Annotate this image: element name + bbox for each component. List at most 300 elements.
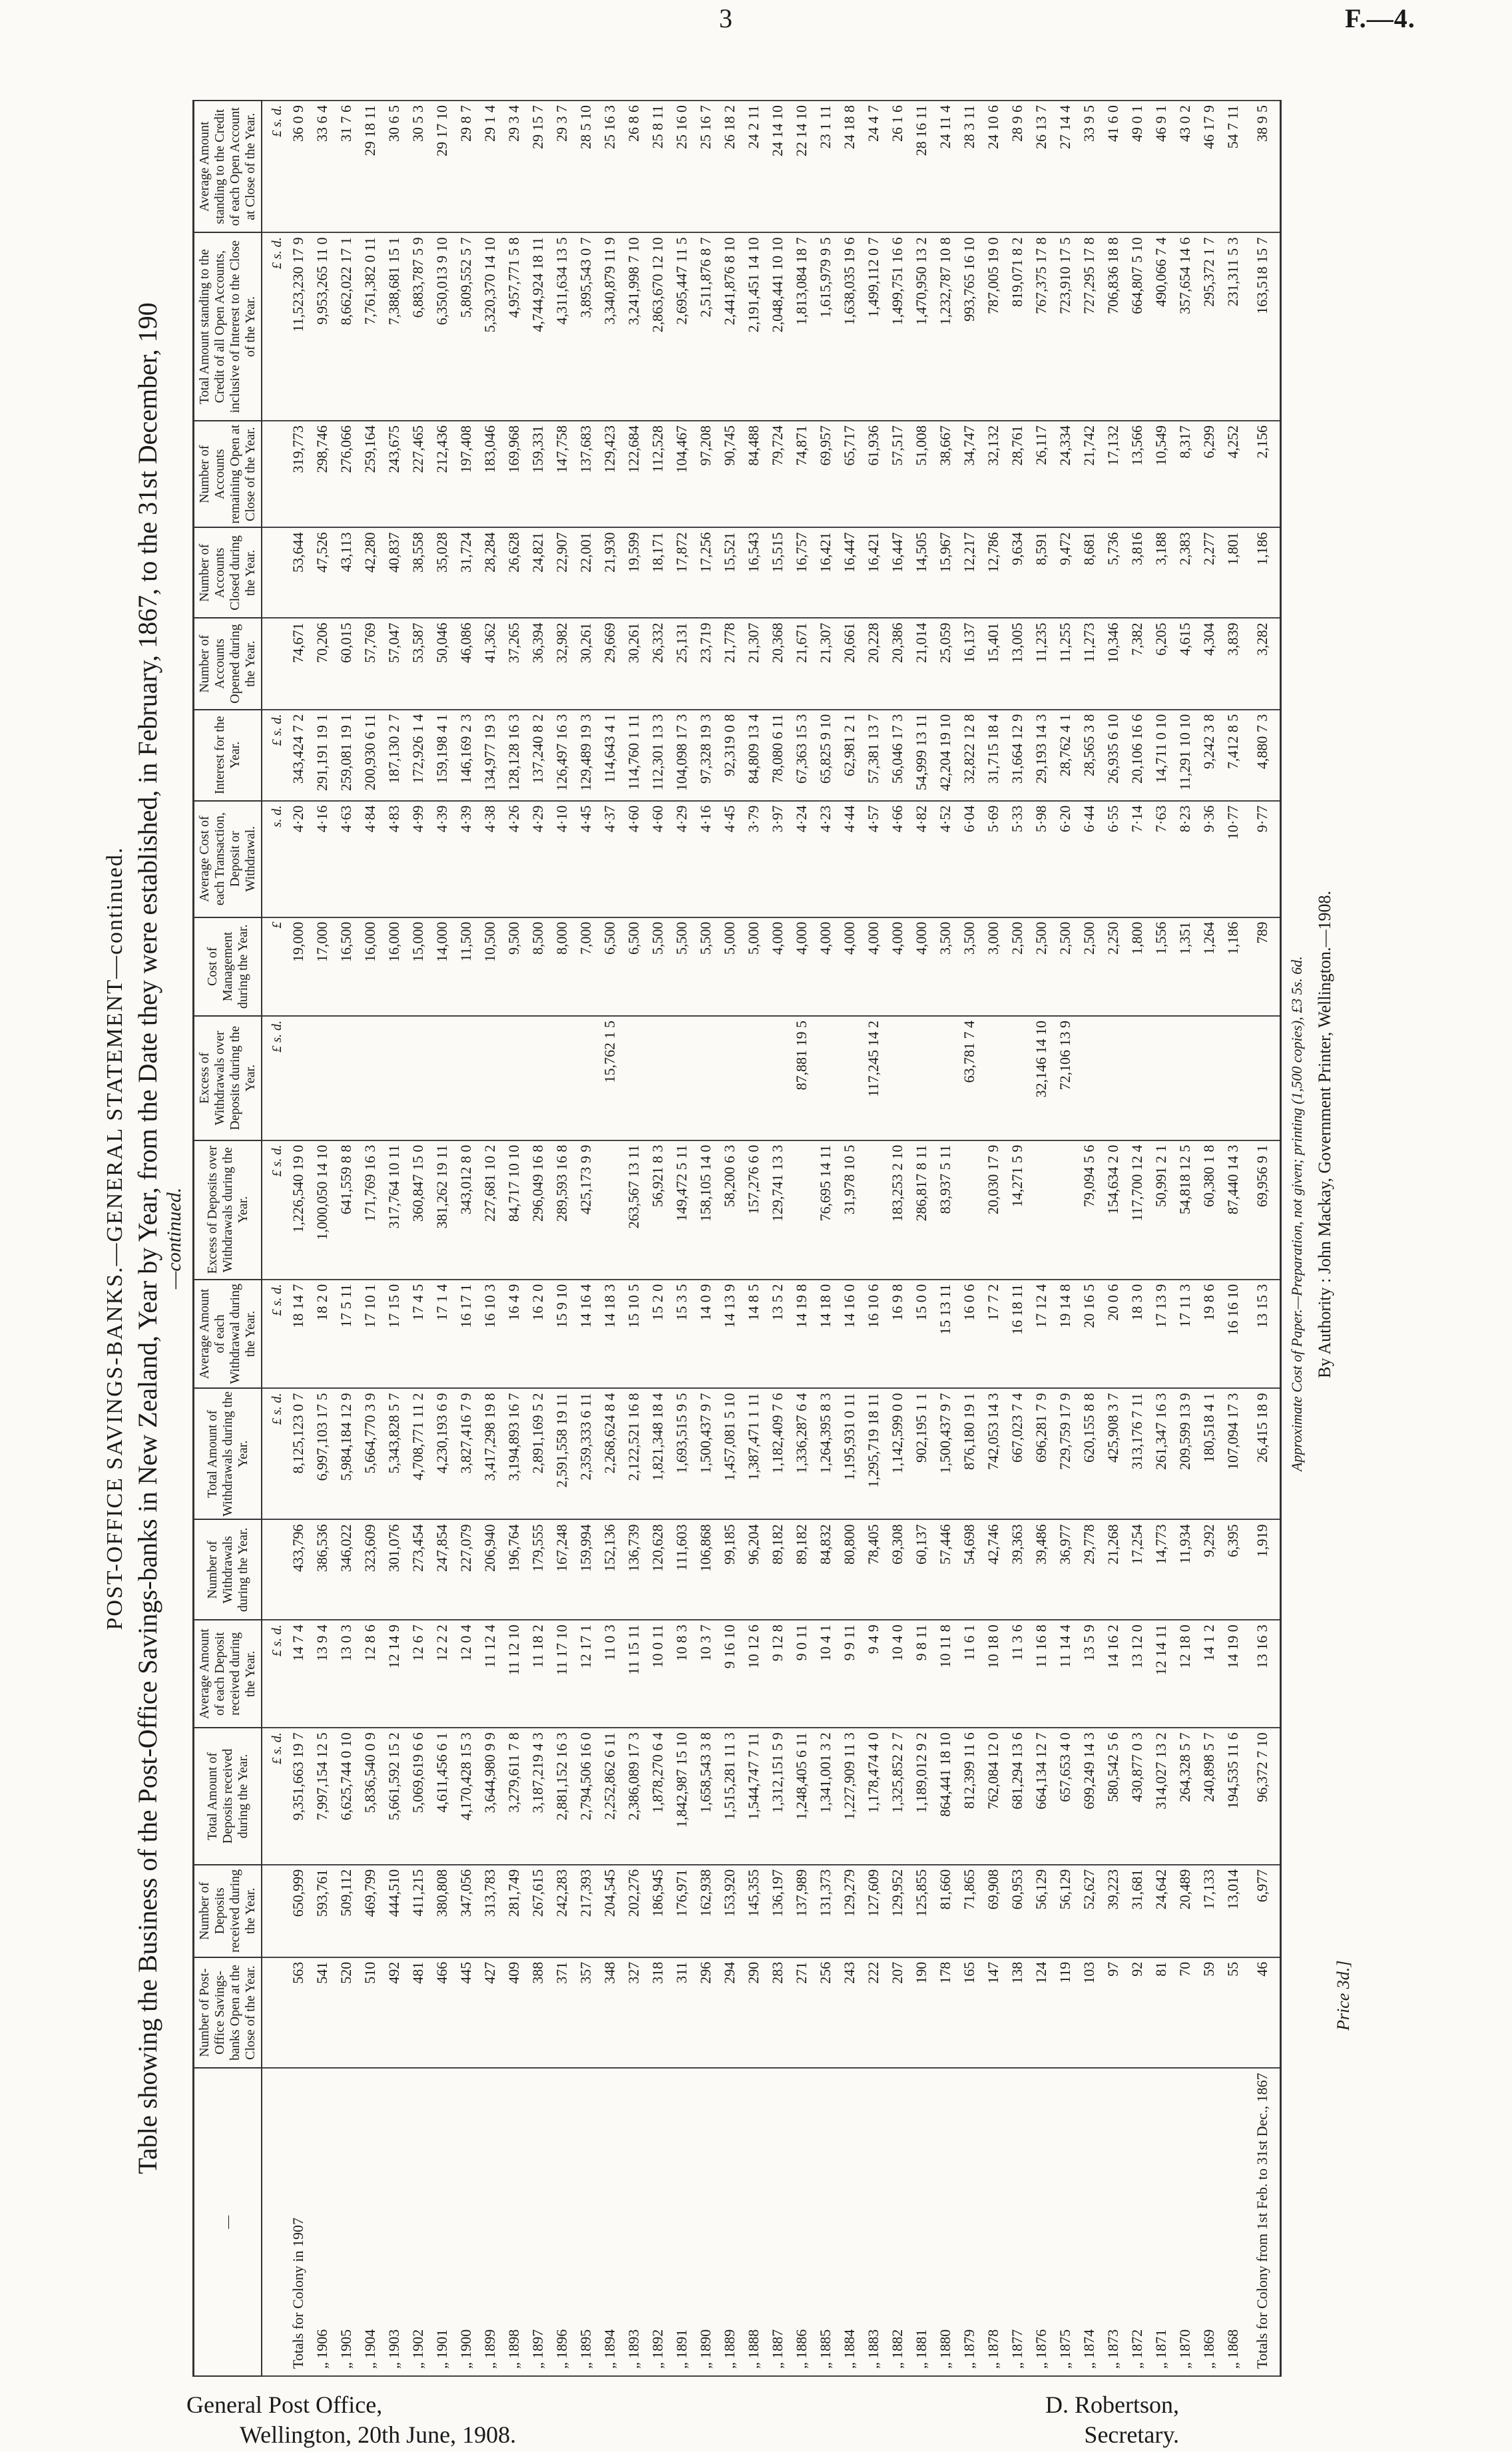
table-cell: 54 7 11 [1221, 101, 1245, 232]
table-cell: 411,215 [406, 1865, 430, 1957]
table-cell: 25 8 11 [646, 101, 670, 232]
table-cell: 17 15 0 [382, 1280, 406, 1389]
table-cell: 28,762 4 1 [1053, 710, 1077, 801]
table-cell: 706,836 18 8 [1101, 232, 1125, 421]
table-cell: 3,417,298 19 8 [478, 1388, 502, 1519]
table-cell: 74,671 [286, 618, 310, 709]
table-cell: 16,421 [814, 527, 838, 618]
table-cell: 30 6 5 [382, 101, 406, 232]
table-cell: 15,762 1 5 [598, 1016, 622, 1140]
table-cell: 36,977 [1053, 1519, 1077, 1620]
unit-cell: £ s. d. [262, 710, 286, 801]
table-cell: 348 [598, 1957, 622, 2069]
table-cell: 92 [1125, 1957, 1149, 2069]
header-row [194, 101, 262, 2376]
table-cell: 427 [478, 1957, 502, 2069]
unit-cell: s. d. [262, 801, 286, 917]
table-cell: 4,611,456 6 1 [430, 1728, 454, 1865]
table-cell: 99,185 [718, 1519, 742, 1620]
table-cell: 14 7 4 [286, 1620, 310, 1728]
table-cell: 96,204 [742, 1519, 766, 1620]
table-cell: 1,325,852 2 7 [885, 1728, 909, 1865]
table-cell: 15 0 0 [909, 1280, 933, 1389]
table-cell: 16 17 1 [454, 1280, 478, 1389]
table-cell: 122,684 [622, 421, 646, 528]
table-cell: 24,821 [526, 527, 550, 618]
table-row [406, 101, 430, 2376]
table-cell: 5,000 [742, 917, 766, 1016]
table-cell: 145,355 [742, 1865, 766, 1957]
column-header: Total Amount standing to the Credit of all Open Accounts, inclusive of Interest to the Close of the Year. [194, 232, 262, 421]
table-cell: 11 16 8 [1029, 1620, 1053, 1728]
table-cell: 10,500 [478, 917, 502, 1016]
table-cell: 24,642 [1149, 1865, 1173, 1957]
table-cell: 149,472 5 11 [670, 1140, 694, 1280]
table-cell: 16,447 [885, 527, 909, 618]
table-cell: 4,000 [814, 917, 838, 1016]
table-cell: 56,921 8 3 [646, 1140, 670, 1280]
table-cell: 2,500 [1077, 917, 1101, 1016]
table-cell [1197, 1016, 1221, 1140]
table-cell: 2,383 [1173, 527, 1197, 618]
table-cell: 3,644,980 9 9 [478, 1728, 502, 1865]
table-cell: 14 18 0 [814, 1280, 838, 1389]
table-cell: 11 12 10 [502, 1620, 526, 1728]
table-cell: 114,760 1 11 [622, 710, 646, 801]
table-cell: 32,146 14 10 [1029, 1016, 1053, 1140]
column-header: Average Amount of each Withdrawal during the Year. [194, 1280, 262, 1389]
table-cell: 51,008 [909, 421, 933, 528]
table-cell: 1,556 [1149, 917, 1173, 1016]
table-cell: 9·77 [1245, 801, 1281, 917]
table-cell: 129,952 [885, 1865, 909, 1957]
table-cell: 56,129 [1053, 1865, 1077, 1957]
table-cell [598, 1140, 622, 1280]
table-row [1221, 101, 1245, 2376]
table-cell: 31,715 18 4 [981, 710, 1005, 801]
table-cell: 14,505 [909, 527, 933, 618]
table-cell: 876,180 19 1 [957, 1388, 981, 1519]
table-cell [670, 1016, 694, 1140]
table-cell: 4·84 [358, 801, 382, 917]
table-cell: 22,907 [550, 527, 574, 618]
column-header: Average Amount standing to the Credit of each Open Account at Close of the Year. [194, 101, 262, 232]
table-cell: 681,294 13 6 [1005, 1728, 1029, 1865]
table-cell: 15,515 [766, 527, 790, 618]
column-header: Number of Deposits received during the Year. [194, 1865, 262, 1957]
table-cell: 19,000 [286, 917, 310, 1016]
table-cell: 650,999 [286, 1865, 310, 1957]
table-cell: 60,380 1 8 [1197, 1140, 1221, 1280]
table-cell: 664,807 5 10 [1125, 232, 1149, 421]
table-cell: 580,542 5 6 [1101, 1728, 1125, 1865]
table-cell: 327 [622, 1957, 646, 2069]
table-cell: 4·26 [502, 801, 526, 917]
table-cell: 296,049 16 8 [526, 1140, 550, 1280]
table-cell: 541 [310, 1957, 334, 2069]
table-cell: 819,071 8 2 [1005, 232, 1029, 421]
table-cell: 147 [981, 1957, 1005, 2069]
table-cell: 183,253 2 10 [885, 1140, 909, 1280]
savings-bank-table [192, 100, 1282, 2377]
table-cell [1245, 1016, 1281, 1140]
table-cell: 593,761 [310, 1865, 334, 1957]
table-cell: 60,015 [334, 618, 358, 709]
table-cell: 17 12 4 [1029, 1280, 1053, 1389]
table-cell: 13 5 2 [766, 1280, 790, 1389]
table-cell: 4·10 [550, 801, 574, 917]
table-row [1245, 101, 1281, 2376]
table-cell: 136,197 [766, 1865, 790, 1957]
row-label: „ 1883 [862, 2068, 885, 2376]
table-cell [334, 1016, 358, 1140]
table-cell: 7,997,154 12 5 [310, 1728, 334, 1865]
table-cell: 723,910 17 5 [1053, 232, 1077, 421]
table-cell: 32,982 [550, 618, 574, 709]
table-cell: 10,346 [1101, 618, 1125, 709]
table-cell: 158,105 14 0 [694, 1140, 718, 1280]
table-cell: 128,128 16 3 [502, 710, 526, 801]
column-header: Number of Accounts remaining Open at Close of the Year. [194, 421, 262, 528]
table-cell: 60,953 [1005, 1865, 1029, 1957]
table-cell: 762,084 12 0 [981, 1728, 1005, 1865]
table-cell: 16 18 11 [1005, 1280, 1029, 1389]
table-cell: 20,030 17 9 [981, 1140, 1005, 1280]
table-cell: 179,555 [526, 1519, 550, 1620]
table-cell: 36 0 9 [286, 101, 310, 232]
table-cell: 3,282 [1245, 618, 1281, 709]
table-cell: 5,500 [694, 917, 718, 1016]
table-cell: 4,170,428 15 3 [454, 1728, 478, 1865]
table-cell: 620,155 8 8 [1077, 1388, 1101, 1519]
table-cell: 1,878,270 6 4 [646, 1728, 670, 1865]
table-cell: 4·24 [790, 801, 814, 917]
table-cell [885, 1016, 909, 1140]
table-cell: 259,081 19 1 [334, 710, 358, 801]
table-cell: 46,086 [454, 618, 478, 709]
table-cell: 17,872 [670, 527, 694, 618]
table-cell: 1,336,287 6 4 [790, 1388, 814, 1519]
table-cell: 5,836,540 0 9 [358, 1728, 382, 1865]
table-cell: 283 [766, 1957, 790, 2069]
table-row [1029, 101, 1053, 2376]
table-cell [382, 1016, 406, 1140]
table-cell: 1,801 [1221, 527, 1245, 618]
table-cell: 3,500 [957, 917, 981, 1016]
table-cell: 24 2 11 [742, 101, 766, 232]
table-cell: 13 0 3 [334, 1620, 358, 1728]
table-cell: 5,500 [646, 917, 670, 1016]
table-cell: 127,609 [862, 1865, 885, 1957]
table-cell: 17,256 [694, 527, 718, 618]
table-cell: 11 18 2 [526, 1620, 550, 1728]
table-cell: 1,500,437 9 7 [933, 1388, 957, 1519]
table-cell: 204,545 [598, 1865, 622, 1957]
table-cell: 17 7 2 [981, 1280, 1005, 1389]
footer-office [186, 2390, 516, 2450]
table-cell: 16,447 [838, 527, 862, 618]
table-cell: 10,549 [1149, 421, 1173, 528]
table-cell: 5,343,828 5 7 [382, 1388, 406, 1519]
table-cell: 30,261 [622, 618, 646, 709]
table-cell: 29 18 11 [358, 101, 382, 232]
table-cell: 298,746 [310, 421, 334, 528]
table-cell: 28 16 11 [909, 101, 933, 232]
row-label: „ 1899 [478, 2068, 502, 2376]
table-cell: 11,500 [454, 917, 478, 1016]
table-cell: 664,134 12 7 [1029, 1728, 1053, 1865]
table-cell: 4,000 [909, 917, 933, 1016]
table-cell: 1,499,112 0 7 [862, 232, 885, 421]
table-cell: 15 3 5 [670, 1280, 694, 1389]
table-cell: 4·57 [862, 801, 885, 917]
table-cell: 4,957,771 5 8 [502, 232, 526, 421]
unit-cell [262, 2068, 286, 2376]
row-label: „ 1868 [1221, 2068, 1245, 2376]
table-cell: 4·39 [430, 801, 454, 917]
table-cell: 26 13 7 [1029, 101, 1053, 232]
table-cell: 2,891,169 5 2 [526, 1388, 550, 1519]
table-cell: 2,386,089 17 3 [622, 1728, 646, 1865]
table-cell: 14 0 9 [694, 1280, 718, 1389]
table-cell [766, 1016, 790, 1140]
table-cell: 10 11 8 [933, 1620, 957, 1728]
table-cell: 3,000 [981, 917, 1005, 1016]
table-cell [1173, 1016, 1197, 1140]
table-cell: 70,206 [310, 618, 334, 709]
table-cell: 667,023 7 4 [1005, 1388, 1029, 1519]
table-cell: 54,818 12 5 [1173, 1140, 1197, 1280]
table-cell: 6,395 [1221, 1519, 1245, 1620]
document-reference: F.—4. [1345, 3, 1415, 33]
table-cell: 492 [382, 1957, 406, 2069]
table-cell: 2,500 [1005, 917, 1029, 1016]
table-cell: 3,241,998 7 10 [622, 232, 646, 421]
table-cell: 2,252,862 6 11 [598, 1728, 622, 1865]
table-cell: 26,415 18 9 [1245, 1388, 1281, 1519]
row-label: „ 1904 [358, 2068, 382, 2376]
table-subtitle: Table showing the Business of the Post-Office Savings-banks in New Zealand, Year by Year, from the Date they were established, in February, 1867, to the 31st December, 190 [132, 302, 162, 2174]
table-cell: 9 12 8 [766, 1620, 790, 1728]
table-row [334, 101, 358, 2376]
table-cell: 190 [909, 1957, 933, 2069]
table-cell: 81 [1149, 1957, 1173, 2069]
table-cell: 6,350,013 9 10 [430, 232, 454, 421]
table-cell: 107,094 17 3 [1221, 1388, 1245, 1519]
table-cell: 263,567 13 11 [622, 1140, 646, 1280]
unit-cell: £ s. d. [262, 1016, 286, 1140]
table-cell: 25,059 [933, 618, 957, 709]
table-cell: 31,724 [454, 527, 478, 618]
table-cell: 69,956 9 1 [1245, 1140, 1281, 1280]
table-cell: 9 4 9 [862, 1620, 885, 1728]
table-cell: 11 17 10 [550, 1620, 574, 1728]
table-cell: 137,989 [790, 1865, 814, 1957]
table-cell: 231,311 5 3 [1221, 232, 1245, 421]
table-cell: 17,000 [310, 917, 334, 1016]
table-cell: 276,066 [334, 421, 358, 528]
table-cell: 21,268 [1101, 1519, 1125, 1620]
table-cell: 29,669 [598, 618, 622, 709]
table-cell: 15,000 [406, 917, 430, 1016]
table-cell: 46 17 9 [1197, 101, 1221, 232]
table-cell: 23,719 [694, 618, 718, 709]
table-cell: 1,189,012 9 2 [909, 1728, 933, 1865]
table-cell: 729,759 17 9 [1053, 1388, 1077, 1519]
table-cell: 25 16 3 [598, 101, 622, 232]
table-cell: 146,169 2 3 [454, 710, 478, 801]
table-cell: 247,854 [430, 1519, 454, 1620]
table-cell: 13 16 3 [1245, 1620, 1281, 1728]
table-cell: 209,599 13 9 [1173, 1388, 1197, 1519]
table-row [502, 101, 526, 2376]
table-cell [718, 1016, 742, 1140]
row-label: „ 1880 [933, 2068, 957, 2376]
table-cell [790, 1140, 814, 1280]
table-cell: 120,628 [646, 1519, 670, 1620]
table-cell: 36,394 [526, 618, 550, 709]
table-cell: 11,523,230 17 9 [286, 232, 310, 421]
row-label: „ 1886 [790, 2068, 814, 2376]
table-cell: 1,142,599 0 0 [885, 1388, 909, 1519]
table-row [933, 101, 957, 2376]
table-cell: 2,441,876 8 10 [718, 232, 742, 421]
table-cell: 4·99 [406, 801, 430, 917]
table-cell: 129,741 13 3 [766, 1140, 790, 1280]
table-cell: 15 9 10 [550, 1280, 574, 1389]
table-cell: 16,500 [334, 917, 358, 1016]
table-cell: 212,436 [430, 421, 454, 528]
table-cell: 21,014 [909, 618, 933, 709]
table-cell: 7,382 [1125, 618, 1149, 709]
row-label: „ 1906 [310, 2068, 334, 2376]
table-cell: 469,799 [358, 1865, 382, 1957]
table-cell: 55 [1221, 1957, 1245, 2069]
table-cell: 38 9 5 [1245, 101, 1281, 232]
unit-cell: £ s. d. [262, 1728, 286, 1865]
table-cell: 5·98 [1029, 801, 1053, 917]
table-cell: 18,171 [646, 527, 670, 618]
table-cell: 12 17 1 [574, 1620, 598, 1728]
table-row [598, 101, 622, 2376]
table-cell: 106,868 [694, 1519, 718, 1620]
table-cell: 6·44 [1077, 801, 1101, 917]
column-header: Cost of Management during the Year. [194, 917, 262, 1016]
authority-note: By Authority : John Mackay, Government Printer, Wellington.—1908. [1315, 890, 1334, 1378]
table-cell: 409 [502, 1957, 526, 2069]
table-cell: 13 12 0 [1125, 1620, 1149, 1728]
table-cell: 5,500 [670, 917, 694, 1016]
table-cell: 1,638,035 19 6 [838, 232, 862, 421]
table-cell: 11,273 [1077, 618, 1101, 709]
table-cell: 17 10 1 [358, 1280, 382, 1389]
table-row [646, 101, 670, 2376]
table-cell: 78,080 6 11 [766, 710, 790, 801]
row-label: „ 1882 [885, 2068, 909, 2376]
table-cell: 137,683 [574, 421, 598, 528]
column-header: Number of Accounts Opened during the Year. [194, 618, 262, 709]
table-cell: 81,660 [933, 1865, 957, 1957]
table-cell: 87,881 19 5 [790, 1016, 814, 1140]
table-cell: 5,664,770 3 9 [358, 1388, 382, 1519]
signatory-role: Secretary. [1084, 2421, 1179, 2448]
table-cell: 178 [933, 1957, 957, 2069]
column-header: Total Amount of Deposits received during the Year. [194, 1728, 262, 1865]
table-cell: 1,658,543 3 8 [694, 1728, 718, 1865]
table-cell: 17 11 3 [1173, 1280, 1197, 1389]
table-cell: 53,644 [286, 527, 310, 618]
table-cell: 19 8 6 [1197, 1280, 1221, 1389]
table-cell: 657,653 4 0 [1053, 1728, 1077, 1865]
table-cell: 14 18 3 [598, 1280, 622, 1389]
office-name: General Post Office, [186, 2391, 383, 2418]
table-cell: 79,724 [766, 421, 790, 528]
table-cell: 3,188 [1149, 527, 1173, 618]
table-cell: 24 4 7 [862, 101, 885, 232]
table-cell: 153,920 [718, 1865, 742, 1957]
table-cell: 902,195 1 1 [909, 1388, 933, 1519]
table-cell [286, 1016, 310, 1140]
table-cell [933, 1016, 957, 1140]
table-cell: 4,708,771 11 2 [406, 1388, 430, 1519]
table-cell: 16 4 9 [502, 1280, 526, 1389]
table-cell: 180,518 4 1 [1197, 1388, 1221, 1519]
table-cell: 864,441 18 10 [933, 1728, 957, 1865]
table-cell: 4,000 [838, 917, 862, 1016]
table-cell [502, 1016, 526, 1140]
table-cell: 1,499,751 16 6 [885, 232, 909, 421]
table-cell: 243 [838, 1957, 862, 2069]
table-cell: 371 [550, 1957, 574, 2069]
table-subtitle-continued: —continued. [163, 1187, 185, 1290]
table-cell: 4,000 [862, 917, 885, 1016]
footer-signature [1045, 2390, 1179, 2450]
table-cell: 14 8 5 [742, 1280, 766, 1389]
table-cell: 24,334 [1053, 421, 1077, 528]
table-cell: 16,421 [862, 527, 885, 618]
table-cell: 1,615,979 9 5 [814, 232, 838, 421]
units-row [262, 101, 286, 2376]
column-header: Interest for the Year. [194, 710, 262, 801]
table-cell: 11 14 4 [1053, 1620, 1077, 1728]
table-cell: 23 1 11 [814, 101, 838, 232]
table-cell: 696,281 7 9 [1029, 1388, 1053, 1519]
table-cell: 29,193 14 3 [1029, 710, 1053, 801]
table-cell: 42,280 [358, 527, 382, 618]
table-cell: 4,880 7 3 [1245, 710, 1281, 801]
table-cell: 57,047 [382, 618, 406, 709]
table-cell: 6,500 [598, 917, 622, 1016]
table-cell: 50,046 [430, 618, 454, 709]
table-cell: 11,934 [1173, 1519, 1197, 1620]
table-cell: 5,661,592 15 2 [382, 1728, 406, 1865]
table-cell: 20 0 6 [1101, 1280, 1125, 1389]
row-label: „ 1901 [430, 2068, 454, 2376]
table-cell: 4,311,634 13 5 [550, 232, 574, 421]
table-cell: 19,599 [622, 527, 646, 618]
table-cell: 1,842,987 15 10 [670, 1728, 694, 1865]
table-cell: 97,208 [694, 421, 718, 528]
table-cell: 186,945 [646, 1865, 670, 1957]
table-cell: 79,094 5 6 [1077, 1140, 1101, 1280]
table-cell: 4·60 [646, 801, 670, 917]
table-cell: 787,005 19 0 [981, 232, 1005, 421]
table-cell: 22,001 [574, 527, 598, 618]
table-cell [574, 1016, 598, 1140]
table-cell: 21,930 [598, 527, 622, 618]
table-cell: 8,317 [1173, 421, 1197, 528]
unit-cell [262, 618, 286, 709]
